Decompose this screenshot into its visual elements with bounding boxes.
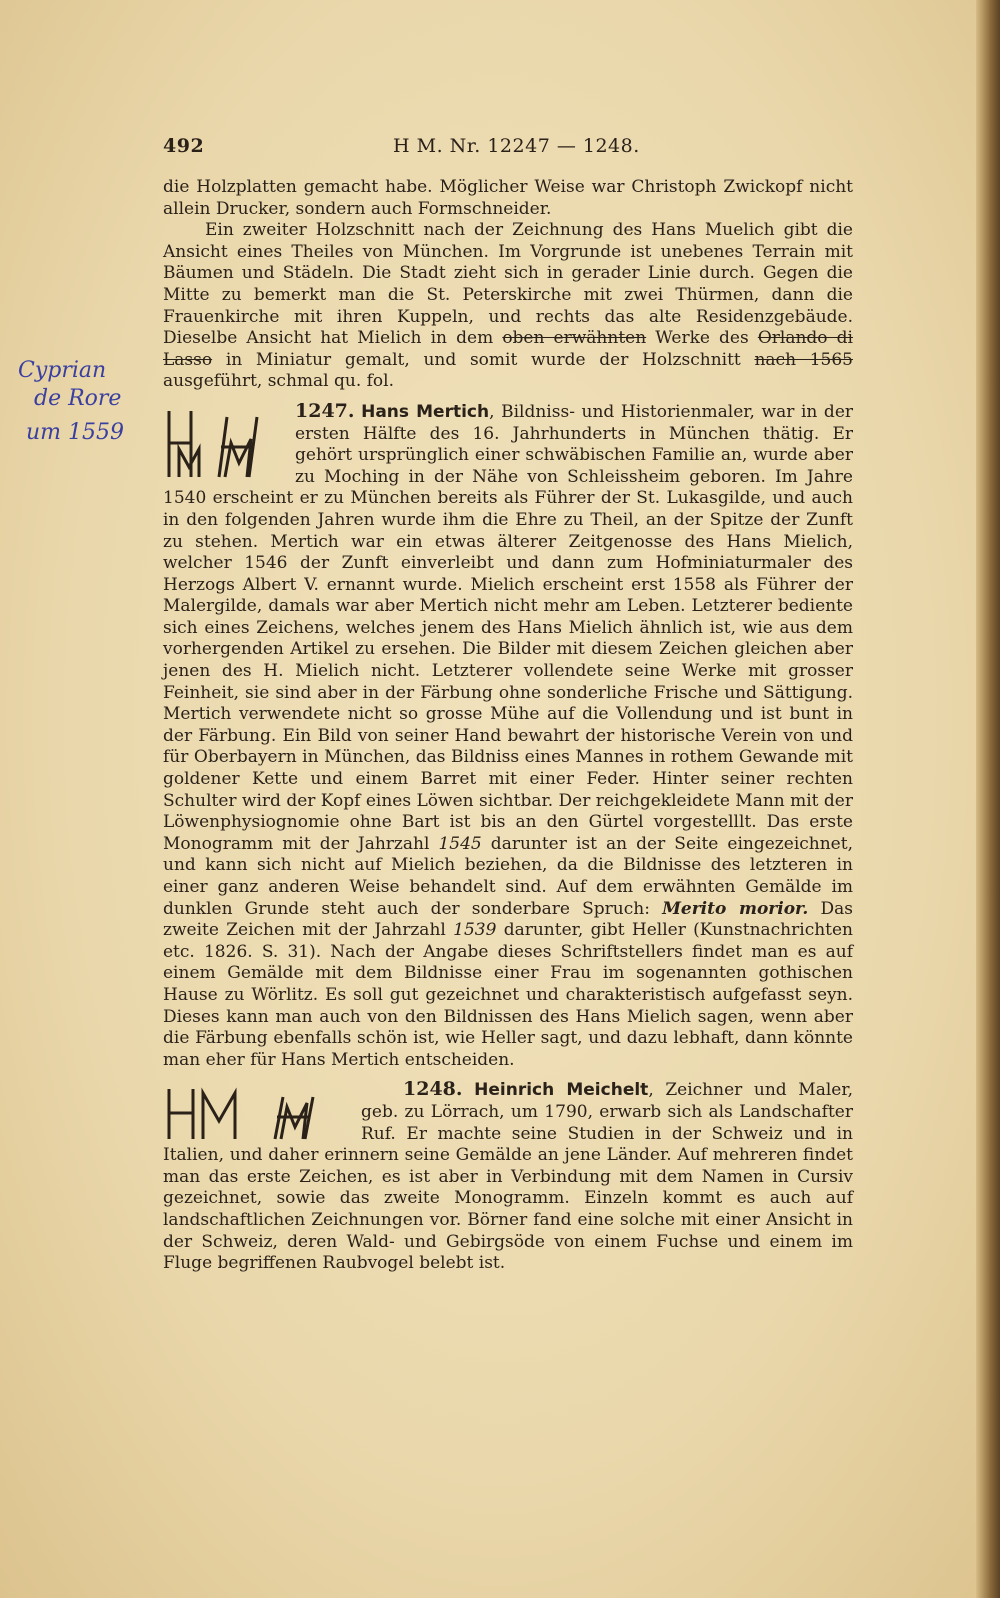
text-run: darunter ist an der Seite eingezeichnet, und kann sich nicht auf Mielich beziehen, da die Bildnisse des letzteren in einer ganz anderen Weise behandelt sind. Auf dem erwähnten Gemälde im dunklen Grunde steht auch der sonderbare Spruch: (163, 833, 853, 919)
struck-text: nach 1565 (754, 349, 853, 370)
monogram-hm-2-icon (163, 1083, 351, 1143)
page-edge (976, 0, 1000, 1598)
text-run: in Miniatur gemalt, und somit wurde der Holzschnitt (212, 349, 755, 370)
monogram-hm-icon (163, 403, 285, 485)
page-number: 492 (163, 135, 205, 157)
margin-note-line1: Cyprian (18, 358, 107, 383)
text-run: ausgeführt, schmal qu. fol. (163, 371, 395, 392)
text-run: , Zeichner und Maler, geb. zu Lörrach, um 1790, erwarb sich als Landschafter Ruf. Er machte seine Studien in der Schweiz und in Italien, und daher erinnern seine Gemälde an jene Länder. Auf mehreren findet man das erste Zeichen, es ist aber in Verbindung mit dem Namen in Cursiv gezeichnet, sowie das zweite Monogramm. Einzeln kommt es auch auf landschaftlichen Zeichnungen vor. Börner fand eine solche mit einer Ansicht in der Schweiz, deren Wald- und Gebirgsöde von einem Fuchse und einem im Fluge begriffenen Raubvogel belebt ist. (163, 1080, 854, 1274)
year-mark: 1539 (453, 920, 497, 941)
text-run: , Bildniss- und Historienmaler, war in der ersten Hälfte des 16. Jahrhunderts in München thätig. Er gehört ursprünglich einer schwäbischen Familie an, wurde aber zu Moching in der Nähe von Schleissheim geboren. Im Jahre 1540 erscheint er zu München bereits als Führer der St. Lukasgilde, und auch in den folgenden Jahren wurde ihm die Ehre zu Theil, an der Spitze der Zunft zu stehen. Mertich war ein etwas älterer Zeitgenosse des Hans Mielich, welcher 1546 der Zunft einverleibt und dann zum Hofminiaturmaler des Herzogs Albert V. ernannt wurde. Mielich erscheint erst 1558 als Führer der Malergilde, damals war aber Mertich nicht mehr am Leben. Letzterer bediente sich eines Zeichens, welches jenem des Hans Mielich ähnlich ist, wie aus dem vorhergenden Artikel zu ersehen. Die Bilder mit diesem Zeichen gleichen aber jenen des H. Mielich nicht. Letzterer vollendete seine Werke mit grosser Feinheit, sie sind aber in der Färbung ohne sonderliche Frische und Sättigung. Mertich verwendete nicht so grosse Mühe auf die Vollendung und ist bunt in der Färbung. Ein Bild von seiner Hand bewahrt der historische Verein von und für Oberbayern in München, das Bildniss eines Mannes in rothem Gewande mit goldener Kette und einem Barret mit einer Feder. Hinter seiner rechten Schulter wird der Kopf eines Löwen sichtbar. Der reichgekleidete Mann mit der Löwenphysiognomie ohne Bart ist bis an den Gürtel vorgestelllt. Das erste Monogramm mit der Jahrzahl (163, 401, 854, 854)
entry-1247-text (163, 401, 853, 1071)
text-run: darunter, gibt Heller (Kunstnachrichten etc. 1826. S. 31). Nach der Angabe dieses Schriftstellers findet man es auf einem Gemälde mit dem Bildnisse einer Frau im sogenannten gothischen Hause zu Wörlitz. Es soll gut gezeichnet und charakteristisch aufgefasst seyn. Dieses kann man auch von den Bildnissen des Hans Mielich sagen, wenn aber die Färbung ebenfalls schön ist, wie Heller sagt, und dazu lebhaft, dann könnte man eher für Hans Mertich entscheiden. (163, 920, 854, 1070)
margin-note-line2: de Rore (34, 386, 122, 411)
page-body (163, 177, 853, 1275)
text-run: Ein zweiter Holzschnitt nach der Zeichnung des Hans Muelich gibt die Ansicht eines Theiles von München. Im Vorgrunde ist unebenes Terrain mit Bäumen und Städeln. Die Stadt zieht sich in gerader Linie durch. Gegen die Mitte zu bemerkt man die St. Peterskirche mit zwei Thürmen, dann die Frauenkirche mit ihren Kuppeln, und rechts das alte Residenzgebäude. Dieselbe Ansicht hat Mielich in dem (163, 220, 853, 349)
entry-1248 (163, 1079, 853, 1274)
entry-number: 1248. (403, 1078, 463, 1101)
entry-1247 (163, 401, 853, 1071)
struck-text: Orlando di Lasso (163, 328, 853, 370)
paragraph-woodcut (163, 220, 853, 393)
running-title: H M. Nr. 12247 — 1248. (393, 135, 640, 157)
year-mark: 1545 (438, 833, 482, 854)
artist-name: Heinrich Meichelt (474, 1080, 649, 1101)
paragraph-intro: die Holzplatten gemacht habe. Möglicher Weise war Christoph Zwickopf nicht allein Drucker, sondern auch Formschneider. (163, 177, 853, 219)
page-header (163, 135, 863, 165)
artist-name: Hans Mertich (361, 401, 490, 422)
text-run: Das zweite Zeichen mit der Jahrzahl (163, 898, 853, 941)
text-run: Werke des (646, 328, 758, 349)
entry-1248-text (163, 1079, 853, 1274)
motto: Merito morior. (662, 898, 809, 919)
margin-note-line3: um 1559 (26, 420, 125, 445)
struck-text: oben erwähnten (502, 328, 647, 349)
entry-number: 1247. (295, 399, 355, 422)
